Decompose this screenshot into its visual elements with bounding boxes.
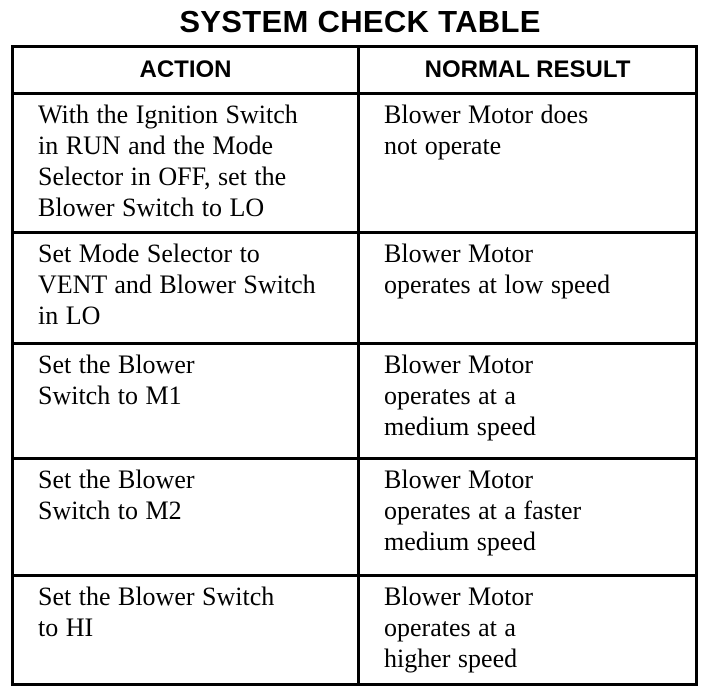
table-row	[13, 344, 697, 459]
result-text: Blower Motor operates at low speed	[384, 239, 611, 299]
result-text: Blower Motor operates at a medium speed	[384, 350, 536, 441]
result-text: Blower Motor operates at a higher speed	[384, 582, 534, 673]
column-header-action: ACTION	[13, 47, 359, 94]
result-cell	[359, 233, 697, 344]
result-text: Blower Motor operates at a faster medium speed	[384, 465, 582, 556]
system-check-table	[11, 45, 698, 686]
result-text: Blower Motor does not operate	[384, 100, 589, 160]
page-title: SYSTEM CHECK TABLE	[179, 4, 541, 39]
result-cell	[359, 344, 697, 459]
table-row	[13, 576, 697, 685]
action-text: Set the Blower Switch to M2	[38, 465, 195, 525]
action-text: Set the Blower Switch to M1	[38, 350, 195, 410]
result-cell	[359, 459, 697, 576]
action-cell	[13, 94, 359, 233]
action-cell	[13, 344, 359, 459]
column-header-normal-result: NORMAL RESULT	[359, 47, 697, 94]
action-cell	[13, 576, 359, 685]
table-row	[13, 233, 697, 344]
table-row	[13, 94, 697, 233]
table-header-row	[13, 47, 697, 94]
action-text: Set Mode Selector to VENT and Blower Switch in LO	[38, 239, 316, 330]
table-row	[13, 459, 697, 576]
result-cell	[359, 576, 697, 685]
result-cell	[359, 94, 697, 233]
action-text: Set the Blower Switch to HI	[38, 582, 275, 642]
action-cell	[13, 233, 359, 344]
action-text: With the Ignition Switch in RUN and the Mode Selector in OFF, set the Blower Switch to LO	[38, 100, 298, 222]
action-cell	[13, 459, 359, 576]
